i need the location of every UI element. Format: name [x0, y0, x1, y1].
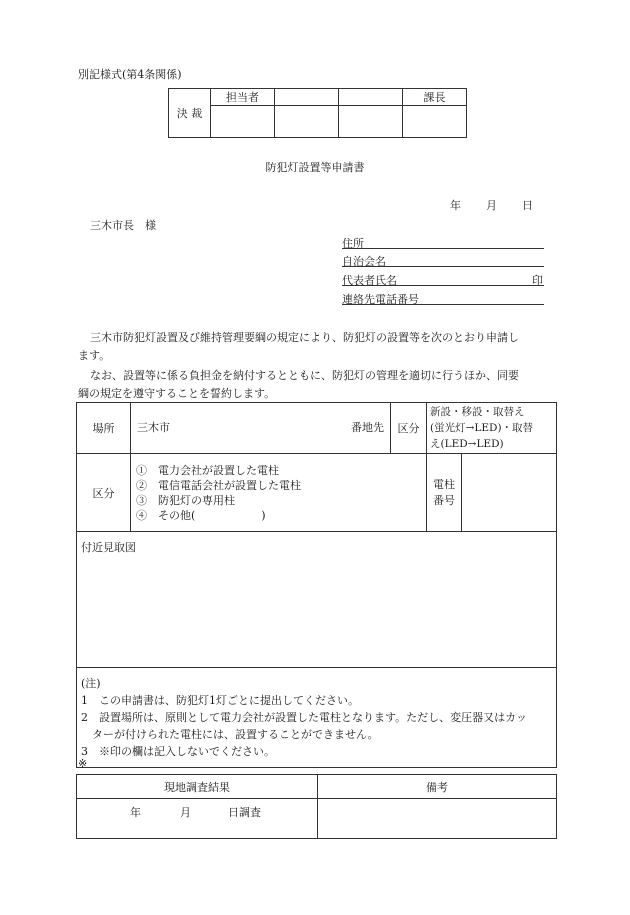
approval-box	[168, 88, 467, 138]
pole-type-label: 区分	[77, 454, 131, 532]
pole-number-label: 電柱 番号	[427, 454, 462, 531]
representative-label: 代表者氏名	[342, 274, 397, 287]
approval-cell	[275, 89, 339, 106]
remarks-cell[interactable]	[318, 799, 557, 839]
application-form-table	[76, 402, 557, 768]
body-paragraph-1: 三木市防犯灯設置及び維持管理要綱の規定により、防犯灯の設置等を次のとおり申請し	[90, 331, 519, 344]
body-paragraph-2: なお、設置等に係る負担金を納付するとともに、防犯灯の管理を適切に行うほか、同要	[90, 369, 519, 382]
work-type-line: 新設・移設・取替え	[430, 406, 525, 418]
pole-number-cell	[427, 454, 557, 532]
work-type-line: (蛍光灯→LED)・取替	[430, 422, 534, 434]
note-item: 2 設置場所は、原則として電力会社が設置した電柱となります。ただし、変圧器又はカッ	[81, 711, 528, 724]
vicinity-map-area[interactable]	[77, 532, 557, 668]
category-label: 区分	[391, 403, 427, 454]
address-field[interactable]	[342, 248, 544, 249]
representative-field[interactable]	[342, 285, 544, 286]
chief-seal-cell[interactable]	[403, 106, 467, 138]
pole-option[interactable]: ④ その他( )	[136, 508, 266, 522]
vicinity-map-label: 付近見取図	[81, 541, 136, 554]
notes-section	[77, 668, 557, 768]
approval-cell	[339, 89, 403, 106]
note-item: 3 ※印の欄は記入しないでください。	[81, 745, 275, 758]
remarks-header: 備考	[318, 775, 557, 799]
pole-type-options[interactable]	[131, 454, 427, 532]
body-paragraph-2-cont: 綱の規定を遵守することを誓約します。	[78, 387, 276, 400]
address-label: 住所	[342, 237, 364, 250]
document-title: 防犯灯設置等申請書	[265, 161, 365, 174]
office-use-mark: ※	[78, 757, 88, 770]
location-label: 場所	[77, 403, 131, 454]
office-use-table	[76, 774, 557, 839]
addressee: 三木市長 様	[90, 219, 156, 232]
association-label: 自治会名	[342, 255, 386, 268]
phone-label: 連絡先電話番号	[342, 293, 419, 306]
pole-option[interactable]: ① 電力会社が設置した電柱	[136, 463, 279, 477]
survey-day-label: 日調査	[228, 806, 261, 819]
pole-number-field[interactable]	[462, 454, 557, 531]
survey-result-cell[interactable]	[77, 799, 318, 839]
approval-seal-cell[interactable]	[275, 106, 339, 138]
city-name: 三木市	[137, 421, 170, 434]
date-month-label: 月	[486, 199, 497, 212]
form-reference: 別記様式(第4条関係)	[78, 68, 182, 81]
approval-label: 決 裁	[169, 89, 211, 138]
pole-option[interactable]: ② 電信電話会社が設置した電柱	[136, 478, 301, 492]
association-field[interactable]	[342, 266, 544, 267]
survey-year-label: 年	[130, 806, 141, 819]
survey-month-label: 月	[180, 806, 191, 819]
location-field[interactable]	[131, 403, 391, 454]
note-item: 1 この申請書は、防犯灯1灯ごとに提出してください。	[81, 694, 359, 707]
survey-result-header: 現地調査結果	[77, 775, 318, 799]
date-day-label: 日	[522, 199, 533, 212]
approval-seal-cell[interactable]	[339, 106, 403, 138]
staff-seal-cell[interactable]	[211, 106, 275, 138]
banchi-label: 番地先	[351, 421, 384, 434]
seal-mark: 印	[532, 274, 543, 287]
body-paragraph-1-cont: ます。	[78, 349, 111, 362]
staff-column-header: 担当者	[211, 89, 275, 106]
date-year-label: 年	[450, 199, 461, 212]
note-item: ターが付けられた電柱には、設置することができません。	[81, 728, 379, 741]
pole-option[interactable]: ③ 防犯灯の専用柱	[136, 493, 235, 507]
chief-column-header: 課長	[403, 89, 467, 106]
work-type-options[interactable]	[427, 403, 557, 454]
phone-field[interactable]	[342, 304, 544, 305]
notes-title: (注)	[81, 677, 101, 690]
work-type-line: え(LED→LED)	[430, 438, 504, 450]
